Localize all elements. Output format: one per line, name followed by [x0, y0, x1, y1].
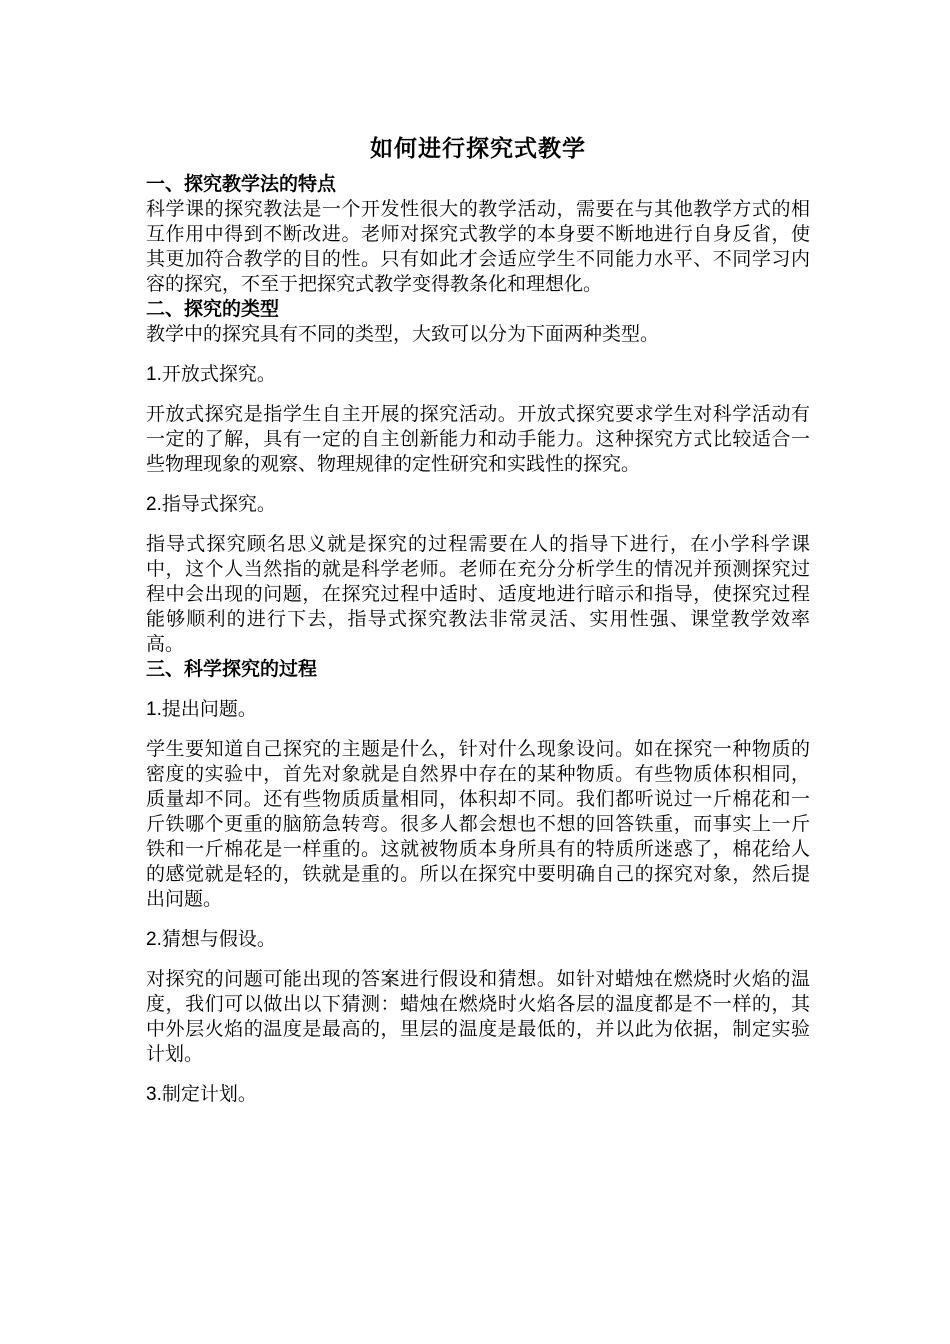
section3-item2-number: 2.	[146, 929, 162, 950]
section3-item1-paragraph: 学生要知道自己探究的主题是什么，针对什么现象设问。如在探究一种物质的密度的实验中，首先对象就是自然界中存在的某种物质。有些物质体积相同，质量却不同。还有些物质质量相同，体积却不同。我们都听说过一斤棉花和一斤铁哪个更重的脑筋急转弯。很多人都会想也不想的回答铁重，而事实上一斤铁和一斤棉花是一样重的。这就被物质本身所具有的特质所迷惑了，棉花给人的感觉就是轻的，铁就是重的。所以在探究中要明确自己的探究对象，然后提出问题。	[146, 738, 810, 910]
section2-item2-text: 指导式探究。	[161, 493, 276, 515]
document-page	[146, 132, 810, 1122]
section3-item1-number: 1.	[146, 699, 162, 720]
section1-heading: 一、探究教学法的特点	[146, 173, 337, 195]
section2-intro: 教学中的探究具有不同的类型，大致可以分为下面两种类型。	[146, 323, 660, 345]
section2-item2-paragraph: 指导式探究顾名思义就是探究的过程需要在人的指导下进行，在小学科学课中，这个人当然指的就是科学老师。老师在充分分析学生的情况并预测探究过程中会出现的问题，在探究过程中适时、适度地进行暗示和指导，使探究过程能够顺利的进行下去，指导式探究教法非常灵活、实用性强、课堂教学效率高。	[146, 533, 810, 655]
section3-item3-text: 制定计划。	[161, 1083, 257, 1105]
section3-item1-label	[146, 697, 810, 722]
section2-item2-number: 2.	[146, 494, 162, 515]
section3-item2-paragraph: 对探究的问题可能出现的答案进行假设和猜想。如针对蜡烛在燃烧时火焰的温度，我们可以做出以下猜测：蜡烛在燃烧时火焰各层的温度都是不一样的，其中外层火焰的温度是最高的，里层的温度是最低的，并以此为依据，制定实验计划。	[146, 968, 810, 1065]
section3-item3-label	[146, 1082, 810, 1107]
section3-heading: 三、科学探究的过程	[146, 658, 318, 680]
section3-item3-number: 3.	[146, 1084, 162, 1105]
section2-item1-label	[146, 362, 810, 387]
document-title: 如何进行探究式教学	[370, 135, 586, 162]
section1-paragraph: 科学课的探究教法是一个开发性很大的教学活动，需要在与其他教学方式的相互作用中得到不断改进。老师对探究式教学的本身要不断地进行自身反省，使其更加符合教学的目的性。只有如此才会适应学生不同能力水平、不同学习内容的探究，不至于把探究式教学变得教条化和理想化。	[146, 198, 810, 295]
section3-item2-text: 猜想与假设。	[161, 928, 276, 950]
section2-item2-label	[146, 492, 810, 517]
section2-item1-paragraph: 开放式探究是指学生自主开展的探究活动。开放式探究要求学生对科学活动有一定的了解，具有一定的自主创新能力和动手能力。这种探究方式比较适合一些物理现象的观察、物理规律的定性研究和实践性的探究。	[146, 403, 810, 475]
section2-item1-text: 开放式探究。	[161, 363, 276, 385]
section3-item1-text: 提出问题。	[161, 698, 257, 720]
section3-item2-label	[146, 927, 810, 952]
section2-item1-number: 1.	[146, 364, 162, 385]
section2-heading: 二、探究的类型	[146, 298, 280, 320]
